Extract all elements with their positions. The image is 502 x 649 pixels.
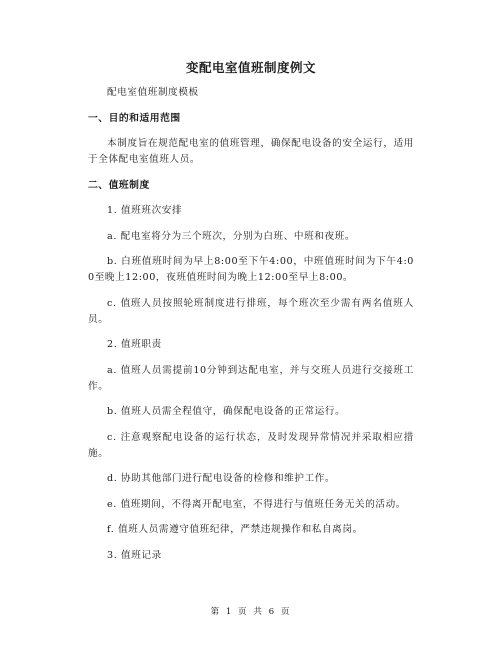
document-subtitle: 配电室值班制度模板 (107, 87, 199, 98)
page-number-footer: 第 1 页 共 6 页 (210, 607, 292, 617)
list-item-duty-b: b. 值班人员需全程值守，确保配电设备的正常运行。 (107, 406, 346, 417)
list-item-duty-f: f. 值班人员需遵守值班纪律，严禁违规操作和私自离岗。 (107, 524, 363, 535)
document-body (88, 59, 414, 573)
section-heading-purpose: 一、目的和适用范围 (88, 112, 181, 124)
list-item-shift-a: a. 配电室将分为三个班次，分别为白班、中班和夜班。 (107, 230, 356, 242)
list-item-duty-c: c. 注意观察配电设备的运行状态，及时发现异常情况并采取相应措施。 (88, 431, 414, 459)
paragraph-purpose: 本制度旨在规范配电室的值班管理，确保配电设备的安全运行，适用于全体配电室值班人员。 (88, 138, 414, 165)
list-item-duty-d: d. 协助其他部门进行配电设备的检修和维护工作。 (107, 473, 336, 484)
subheading-duty-records: 3. 值班记录 (107, 549, 162, 561)
document-title: 变配电室值班制度例文 (185, 60, 316, 75)
list-item-shift-c: c. 值班人员按照轮班制度进行排班，每个班次至少需有两名值班人员。 (88, 297, 414, 325)
list-item-duty-e: e. 值班期间，不得离开配电室，不得进行与值班任务无关的活动。 (107, 498, 407, 510)
subheading-shift-arrangement: 1. 值班班次安排 (107, 205, 183, 216)
list-item-shift-b: b. 白班值班时间为早上8:00至下午4:00，中班值班时间为下午4:00至晚上12:00，夜班值班时间为晚上12:00至早上8:00。 (88, 256, 414, 283)
subheading-duty-responsibilities: 2. 值班职责 (107, 339, 162, 350)
list-item-duty-a: a. 值班人员需提前10分钟到达配电室，并与交班人员进行交接班工作。 (88, 364, 414, 392)
section-heading-duty-system: 二、值班制度 (88, 179, 150, 191)
